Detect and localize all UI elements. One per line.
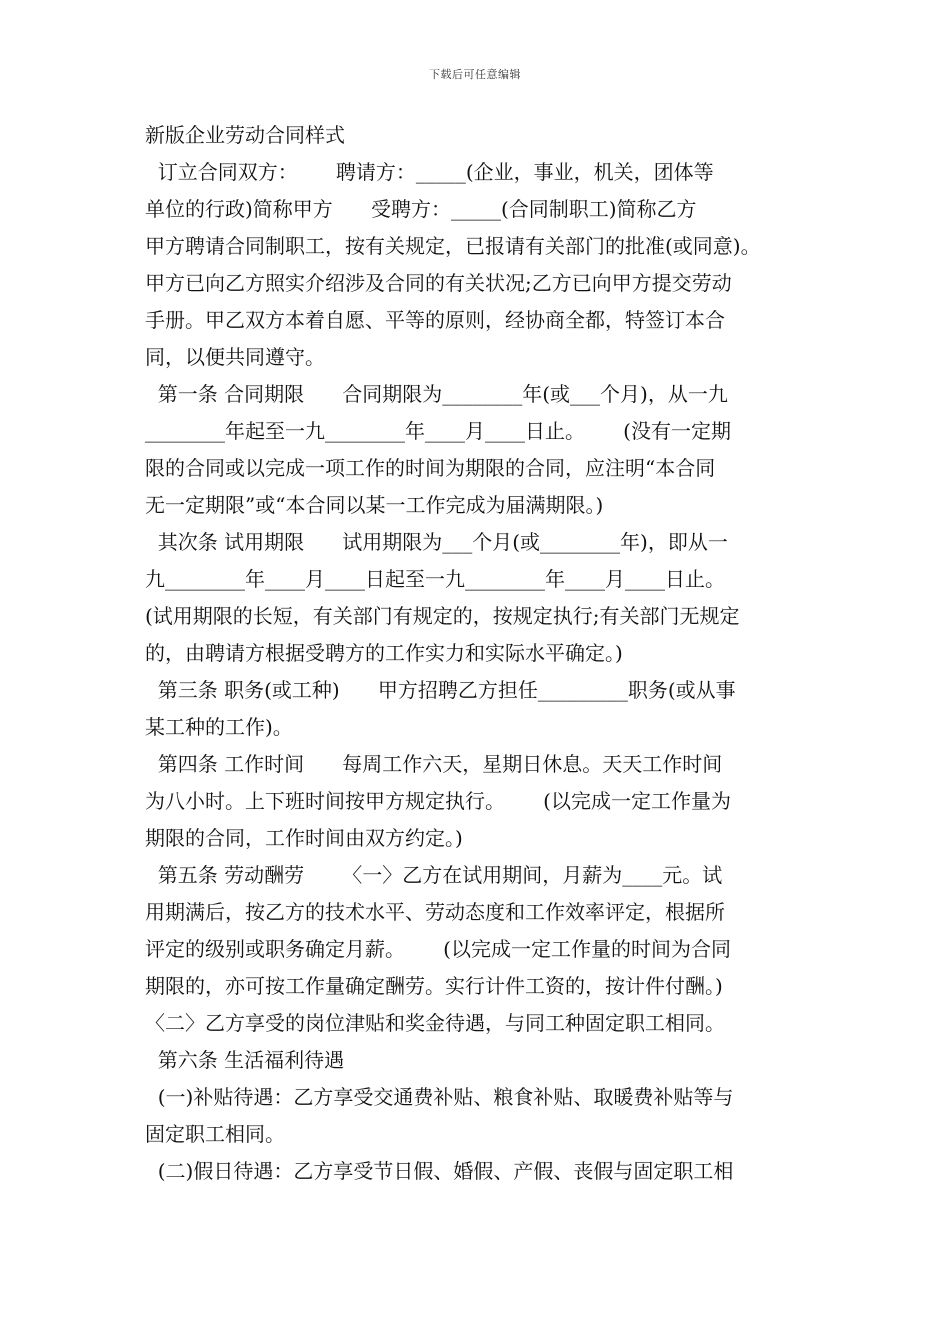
body-line: 手册。甲乙双方本着自愿、平等的原则，经协商全都，特签订本合 — [145, 308, 725, 332]
body-line: 无一定期限”或“本合同以某一工作完成为届满期限。) — [145, 493, 604, 517]
body-line: 〈二〉乙方享受的岗位津贴和奖金待遇，与同工种固定职工相同。 — [145, 1011, 725, 1035]
body-line: 评定的级别或职务确定月薪。 (以完成一定工作量的时间为合同 — [145, 937, 731, 961]
body-line: (二)假日待遇：乙方享受节日假、婚假、产假、丧假与固定职工相 — [145, 1159, 734, 1183]
body-line: 的，由聘请方根据受聘方的工作实力和实际水平确定。) — [145, 641, 623, 665]
body-line: 某工种的工作)。 — [145, 715, 293, 739]
article-1-heading-line: 第一条 合同期限 合同期限为________年(或___个月)，从一九 — [145, 382, 728, 406]
body-line: 固定职工相同。 — [145, 1122, 285, 1146]
article-2-heading-line: 其次条 试用期限 试用期限为___个月(或________年)，即从一 — [145, 530, 728, 554]
body-line: 甲方已向乙方照实介绍涉及合同的有关状况;乙方已向甲方提交劳动 — [145, 271, 732, 295]
body-line: 限的合同或以完成一项工作的时间为期限的合同，应注明“本合同 — [145, 456, 716, 480]
body-line: 为八小时。上下班时间按甲方规定执行。 (以完成一定工作量为 — [145, 789, 731, 813]
body-line: (试用期限的长短，有关部门有规定的，按规定执行;有关部门无规定 — [145, 604, 740, 628]
document-body — [145, 154, 809, 1190]
body-line: 期限的合同，工作时间由双方约定。) — [145, 826, 463, 850]
body-line: (一)补贴待遇：乙方享受交通费补贴、粮食补贴、取暖费补贴等与 — [145, 1085, 734, 1109]
body-line: 甲方聘请合同制职工，按有关规定，已报请有关部门的批准(或同意)。 — [145, 234, 761, 258]
body-line: 订立合同双方： 聘请方：_____(企业，事业，机关，团体等 — [145, 160, 714, 184]
body-line: 期限的，亦可按工作量确定酬劳。实行计件工资的，按计件付酬。) — [145, 974, 723, 998]
body-line: ________年起至一九________年____月____日止。 (没有一定期 — [145, 419, 731, 443]
body-line: 同，以便共同遵守。 — [145, 345, 325, 369]
page-header: 下载后可任意编辑 — [429, 68, 521, 81]
article-5-heading-line: 第五条 劳动酬劳 〈一〉乙方在试用期间，月薪为____元。试 — [145, 863, 723, 887]
document-title: 新版企业劳动合同样式 — [145, 123, 345, 147]
article-3-heading-line: 第三条 职务(或工种) 甲方招聘乙方担任_________职务(或从事 — [145, 678, 736, 702]
article-4-heading-line: 第四条 工作时间 每周工作六天，星期日休息。天天工作时间 — [145, 752, 723, 776]
body-line: 用期满后，按乙方的技术水平、劳动态度和工作效率评定，根据所 — [145, 900, 725, 924]
body-line: 单位的行政)简称甲方 受聘方：_____(合同制职工)简称乙方 — [145, 197, 697, 221]
article-6-heading-line: 第六条 生活福利待遇 — [145, 1048, 345, 1072]
body-line: 九________年____月____日起至一九________年____月____日止。 — [145, 567, 725, 591]
